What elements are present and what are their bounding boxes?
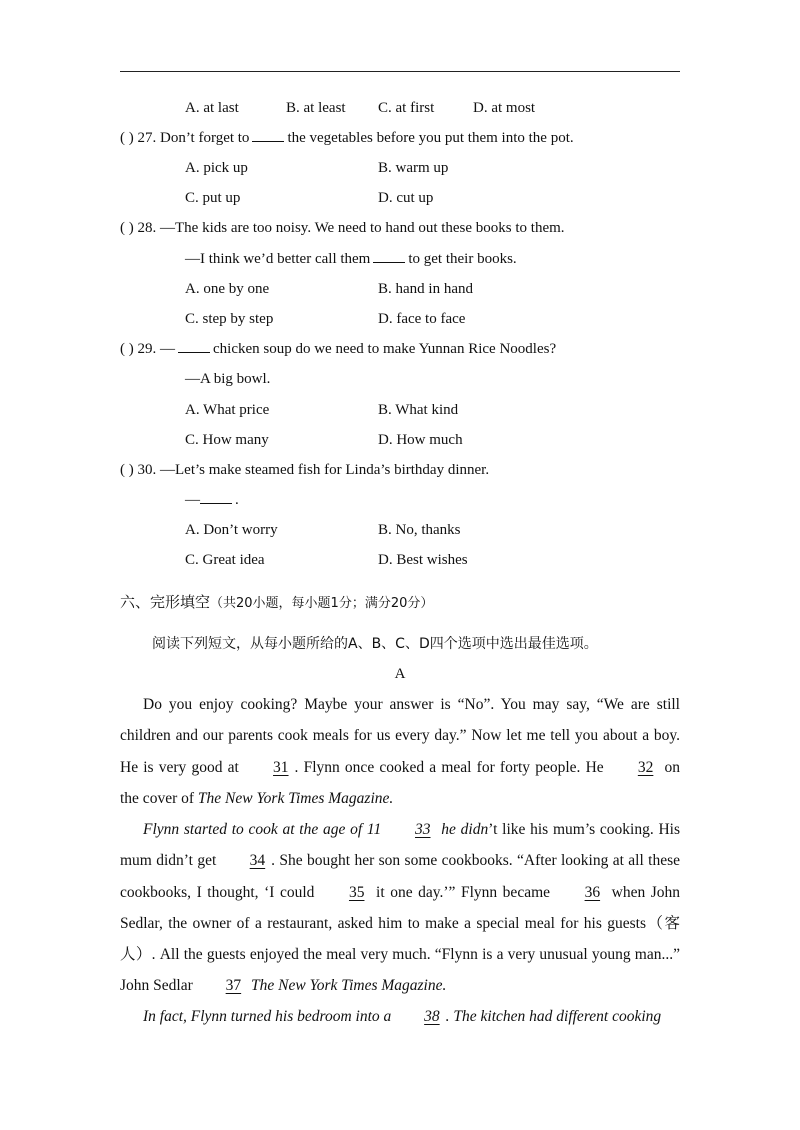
passage-paragraph-2 (120, 814, 680, 1002)
section-heading (120, 592, 433, 614)
question-28 (120, 218, 565, 238)
q27-option-c: C. put up (185, 190, 241, 206)
passage-text: ’t like his mum’s cooking. His mum didn’t get (120, 821, 680, 870)
passage-text: . She bought her son some cookbooks. “After looking at all these cookbooks, I thought, ‘I could (120, 852, 681, 901)
passage-text: he didn (441, 821, 489, 838)
passage-paragraph-1 (120, 689, 680, 814)
q26-option-c: C. at first (378, 100, 435, 116)
blank-36: 36 (584, 883, 601, 901)
q29-option-d: D. How much (378, 432, 463, 448)
answer-bracket: ( ) (120, 462, 134, 478)
question-29 (120, 339, 556, 359)
question-text: to get their books. (408, 251, 517, 267)
question-text: . (235, 492, 239, 508)
answer-bracket: ( ) (120, 341, 134, 357)
question-text: — (185, 492, 200, 508)
q30-option-c: C. Great idea (185, 552, 265, 568)
passage-text: on the cover of (120, 758, 681, 807)
answer-bracket: ( ) (120, 130, 134, 146)
question-text: 28. —The kids are too noisy. We need to hand out these books to them. (137, 220, 565, 236)
question-30 (120, 460, 489, 480)
blank-31: 31 (273, 758, 289, 776)
q28-option-b: B. hand in hand (378, 281, 473, 297)
question-29-answer: —A big bowl. (185, 371, 271, 387)
passage-text: In fact, Flynn turned his bedroom into a (143, 1008, 392, 1025)
answer-blank (252, 128, 284, 142)
passage-text: Flynn started to cook at the age of 11 (143, 821, 382, 838)
q29-option-a: A. What price (185, 402, 270, 418)
passage-text: when John Sedlar, the owner of a restaurant, asked him to make a special meal for his guests（客人）. All the guests enjoyed the meal very much. “Flynn is a very unusual young man...” John Sedlar (120, 883, 681, 995)
question-30-line2 (185, 490, 239, 510)
q28-option-d: D. face to face (378, 311, 466, 327)
passage-text: Do you enjoy cooking? Maybe your answer is “No”. You may say, “We are still children and our parents cook meals for us every day.” Now let me tell you about a boy. He is very good at (120, 696, 680, 776)
question-text: 29. — (137, 341, 175, 357)
magazine-title: The New York Times Magazine. (197, 789, 394, 807)
answer-blank (373, 249, 405, 263)
blank-38: 38 (424, 1008, 440, 1025)
question-text: 30. —Let’s make steamed fish for Linda’s birthday dinner. (137, 462, 490, 478)
blank-32: 32 (637, 758, 654, 776)
q30-option-a: A. Don’t worry (185, 522, 278, 538)
blank-33: 33 (415, 821, 431, 838)
q26-option-d: D. at most (473, 100, 536, 116)
q30-option-b: B. No, thanks (378, 522, 461, 538)
section-title: 六、完形填空 (120, 593, 211, 611)
question-text: —I think we’d better call them (185, 251, 371, 267)
q26-option-a: A. at last (185, 100, 239, 116)
answer-blank (200, 490, 232, 504)
q30-option-d: D. Best wishes (378, 552, 468, 568)
blank-35: 35 (348, 883, 365, 901)
passage-paragraph-3 (120, 1001, 680, 1032)
q28-option-c: C. step by step (185, 311, 274, 327)
answer-bracket: ( ) (120, 220, 134, 236)
q27-option-d: D. cut up (378, 190, 434, 206)
magazine-title: The New York Times Magazine. (251, 977, 447, 995)
q26-option-b: B. at least (286, 100, 346, 116)
q27-option-a: A. pick up (185, 160, 248, 176)
passage-label: A (394, 666, 406, 682)
passage-text: . The kitchen had different cooking (445, 1008, 662, 1025)
section-instruction: 阅读下列短文，从每小题所给的A、B、C、D四个选项中选出最佳选项。 (152, 636, 598, 652)
section-subtitle: （共20小题，每小题1分；满分20分） (210, 596, 434, 611)
answer-blank (178, 339, 210, 353)
q29-option-c: C. How many (185, 432, 269, 448)
question-28-line2 (185, 249, 517, 269)
header-rule (120, 71, 680, 72)
question-text: 27. Don’t forget to (137, 130, 250, 146)
q27-option-b: B. warm up (378, 160, 449, 176)
question-27 (120, 128, 574, 148)
q29-option-b: B. What kind (378, 402, 459, 418)
passage-text: . Flynn once cooked a meal for forty people. He (294, 758, 604, 776)
blank-37: 37 (225, 977, 242, 995)
question-text: chicken soup do we need to make Yunnan Rice Noodles? (213, 341, 557, 357)
question-text: the vegetables before you put them into the pot. (287, 130, 574, 146)
passage-text: it one day.’” Flynn became (376, 883, 551, 901)
q28-option-a: A. one by one (185, 281, 270, 297)
blank-34: 34 (249, 852, 266, 870)
